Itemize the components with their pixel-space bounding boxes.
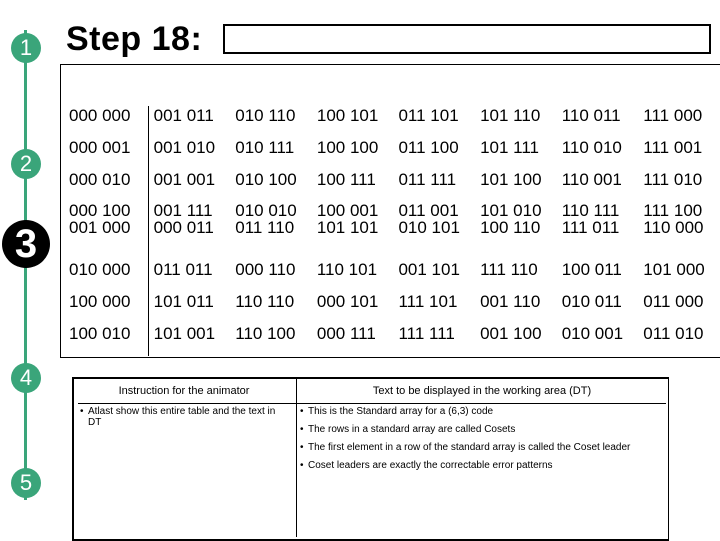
- title-input-box[interactable]: [223, 24, 711, 54]
- standard-array-table: [60, 106, 720, 356]
- table-cell-line: 111 100: [643, 201, 703, 220]
- table-cell: 101 011: [153, 292, 214, 311]
- table-row: [60, 292, 720, 324]
- table-cell-line: 101 101: [316, 218, 379, 237]
- step-5-button[interactable]: 5: [11, 468, 41, 498]
- table-cell: 010 110: [235, 106, 296, 125]
- table-cell: 101 100: [480, 170, 542, 189]
- table-cell-line: 011 110: [235, 218, 295, 237]
- table-cell: 000 101: [316, 292, 379, 311]
- table-cell: 110 010: [561, 138, 622, 157]
- table-cell: 111 110: [480, 260, 538, 279]
- table-cell: 111 000: [643, 106, 703, 125]
- panel-divider: [296, 377, 297, 537]
- list-item: • The first element in a row of the standard array is called the Coset leader: [300, 442, 650, 453]
- display-text-heading: Text to be displayed in the working area (DT): [372, 385, 592, 397]
- table-row: [60, 170, 720, 202]
- step-1-button[interactable]: 1: [11, 33, 41, 63]
- table-cell: 111 111: [398, 324, 455, 343]
- coset-leader-cell: 010 000: [60, 260, 148, 292]
- coset-leader-cell: 100 010: [60, 324, 148, 356]
- table-cell-line: 001 111: [153, 201, 213, 220]
- table-cell: 011 000: [643, 292, 704, 311]
- coset-leader-cell: 000 001: [60, 138, 148, 170]
- table-cell: 110 101: [316, 260, 378, 279]
- table-cell: 001 011: [153, 106, 214, 125]
- table-cell: 110 110: [235, 292, 295, 311]
- table-cell-line: 011 001: [398, 201, 459, 220]
- table-cell: 101 111: [480, 138, 540, 157]
- list-item: • Atlast show this entire table and the text in DT: [80, 406, 285, 428]
- table-row: [60, 324, 720, 356]
- table-cell: 001 110: [480, 292, 541, 311]
- table-cell: 000 110: [235, 260, 296, 279]
- list-item: • The rows in a standard array are called Cosets: [300, 424, 650, 435]
- table-cell: 100 100: [316, 138, 379, 157]
- table-cell: [230, 202, 312, 260]
- animator-instruction-heading: Instruction for the animator: [118, 385, 250, 397]
- table-cell: 110 100: [235, 324, 296, 343]
- table-cell: 101 110: [480, 106, 541, 125]
- coset-leader-cell: 000 000: [60, 106, 148, 138]
- table-cell: 100 101: [316, 106, 379, 125]
- table-cell: 010 001: [561, 324, 624, 343]
- table-cell: [638, 202, 720, 260]
- table-cell: 110 001: [561, 170, 622, 189]
- table-row: [60, 260, 720, 292]
- table-cell: 001 100: [480, 324, 542, 343]
- table-row: [60, 106, 720, 138]
- table-row: [60, 138, 720, 170]
- table-cell: [312, 202, 394, 260]
- table-cell-line: 000 100: [69, 201, 131, 220]
- table-cell-line: 000 011: [153, 218, 214, 237]
- table-cell: 001 010: [153, 138, 216, 157]
- table-cell: 001 001: [153, 170, 216, 189]
- table-cell: 111 010: [643, 170, 703, 189]
- table-cell: 001 101: [398, 260, 460, 279]
- list-item: • This is the Standard array for a (6,3) code: [300, 406, 650, 417]
- table-cell: 101 001: [153, 324, 216, 343]
- table-cell: 111 101: [398, 292, 458, 311]
- table-cell-line: 110 000: [643, 218, 704, 237]
- coset-leader-cell: 000 010: [60, 170, 148, 202]
- table-row-double: [60, 202, 720, 260]
- table-cell: [557, 202, 639, 260]
- table-cell-line: 111 011: [561, 218, 620, 237]
- table-cell: [475, 202, 557, 260]
- table-cell-line: 001 000: [69, 218, 131, 237]
- table-cell-line: 010 101: [398, 218, 460, 237]
- step-4-button[interactable]: 4: [11, 363, 41, 393]
- list-item: • Coset leaders are exactly the correctable error patterns: [300, 460, 650, 471]
- table-cell: 011 011: [153, 260, 213, 279]
- table-cell: 010 011: [561, 292, 622, 311]
- table-cell: 111 001: [643, 138, 703, 157]
- table-cell-line: 110 111: [561, 201, 620, 220]
- display-text-list: [300, 406, 650, 478]
- step-3-button-active[interactable]: 3: [2, 220, 50, 268]
- table-cell: 011 010: [643, 324, 704, 343]
- animator-instruction-list: [80, 406, 285, 435]
- table-cell-line: 100 110: [480, 218, 541, 237]
- page-title: Step 18:: [66, 20, 203, 58]
- coset-leader-cell: [60, 202, 148, 260]
- table-cell: 010 111: [235, 138, 295, 157]
- panel-header-divider: [78, 403, 666, 404]
- table-cell: 011 100: [398, 138, 459, 157]
- table-cell: 110 011: [561, 106, 621, 125]
- table-cell: [148, 202, 230, 260]
- table-cell-line: 101 010: [480, 201, 542, 220]
- table-cell: 011 111: [398, 170, 457, 189]
- table-cell: 100 011: [561, 260, 622, 279]
- table-cell-line: 100 001: [316, 201, 379, 220]
- table-cell: 100 111: [316, 170, 376, 189]
- table-cell: [393, 202, 475, 260]
- table-cell-line: 010 010: [235, 201, 297, 220]
- step-2-button[interactable]: 2: [11, 149, 41, 179]
- table-cell: 010 100: [235, 170, 297, 189]
- coset-leader-cell: 100 000: [60, 292, 148, 324]
- table-cell: 101 000: [643, 260, 705, 279]
- table-cell: 000 111: [316, 324, 376, 343]
- table-cell: 011 101: [398, 106, 459, 125]
